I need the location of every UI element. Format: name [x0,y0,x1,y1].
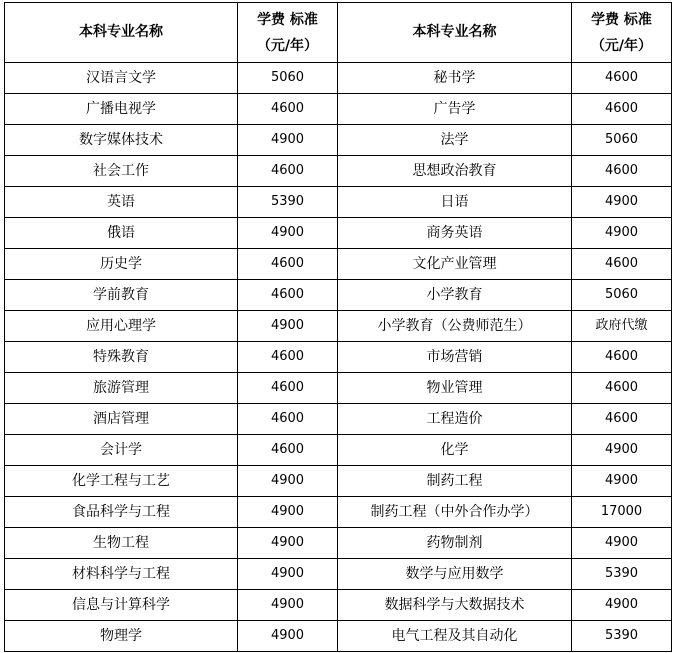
left-fee-cell: 4900 [238,311,338,342]
left-fee-cell: 4600 [238,404,338,435]
left-fee-cell: 4600 [238,94,338,125]
table-row [5,125,672,156]
left-major-cell: 信息与计算科学 [5,590,238,621]
left-major-cell: 俄语 [5,218,238,249]
left-fee-cell: 4900 [238,218,338,249]
right-major-cell: 广告学 [338,94,572,125]
left-major-cell: 应用心理学 [5,311,238,342]
left-fee-cell: 4900 [238,125,338,156]
right-fee-cell: 4600 [572,156,672,187]
right-fee-cell: 17000 [572,497,672,528]
left-fee-cell: 4900 [238,528,338,559]
table-row [5,94,672,125]
right-fee-cell: 4900 [572,590,672,621]
left-fee-cell: 4900 [238,590,338,621]
left-major-cell: 化学工程与工艺 [5,466,238,497]
left-fee-cell: 4600 [238,342,338,373]
left-fee-cell: 4600 [238,435,338,466]
right-fee-cell: 政府代缴 [572,311,672,342]
right-major-cell: 数据科学与大数据技术 [338,590,572,621]
right-fee-cell: 4900 [572,528,672,559]
right-major-cell: 数学与应用数学 [338,559,572,590]
header-fee-left [238,3,338,63]
left-major-cell: 历史学 [5,249,238,280]
right-major-cell: 日语 [338,187,572,218]
right-fee-cell: 4900 [572,218,672,249]
left-major-cell: 数字媒体技术 [5,125,238,156]
left-major-cell: 广播电视学 [5,94,238,125]
header-fee-right-line1: 学费 标准 [591,11,652,28]
header-fee-left-line2: （元/年） [256,37,319,54]
right-major-cell: 制药工程（中外合作办学） [338,497,572,528]
left-major-cell: 汉语言文学 [5,63,238,94]
header-fee-right-line2: （元/年） [590,37,653,54]
header-fee-right [572,3,672,63]
right-major-cell: 小学教育 [338,280,572,311]
table-row [5,63,672,94]
table-row [5,218,672,249]
right-fee-cell: 4900 [572,466,672,497]
header-major-right: 本科专业名称 [338,3,572,63]
right-major-cell: 法学 [338,125,572,156]
left-major-cell: 特殊教育 [5,342,238,373]
right-major-cell: 物业管理 [338,373,572,404]
left-major-cell: 社会工作 [5,156,238,187]
table-row [5,280,672,311]
right-fee-cell: 4600 [572,249,672,280]
table-row [5,187,672,218]
right-major-cell: 商务英语 [338,218,572,249]
left-fee-cell: 5390 [238,187,338,218]
right-fee-cell: 4600 [572,342,672,373]
left-major-cell: 会计学 [5,435,238,466]
table-row [5,466,672,497]
table-row [5,528,672,559]
right-major-cell: 制药工程 [338,466,572,497]
right-fee-cell: 4900 [572,187,672,218]
right-fee-cell: 4600 [572,373,672,404]
right-fee-cell: 4600 [572,63,672,94]
left-fee-cell: 4900 [238,497,338,528]
table-row [5,559,672,590]
left-fee-cell: 4900 [238,466,338,497]
right-major-cell: 小学教育（公费师范生） [338,311,572,342]
table-header-row [5,3,672,63]
table-row [5,342,672,373]
right-major-cell: 工程造价 [338,404,572,435]
right-major-cell: 秘书学 [338,63,572,94]
right-major-cell: 电气工程及其自动化 [338,621,572,652]
table-row [5,311,672,342]
right-fee-cell: 4600 [572,404,672,435]
left-fee-cell: 4600 [238,280,338,311]
tuition-table [4,2,672,652]
left-fee-cell: 4900 [238,621,338,652]
left-major-cell: 材料科学与工程 [5,559,238,590]
right-fee-cell: 5060 [572,125,672,156]
left-fee-cell: 5060 [238,63,338,94]
table-row [5,497,672,528]
left-major-cell: 学前教育 [5,280,238,311]
right-major-cell: 思想政治教育 [338,156,572,187]
left-fee-cell: 4600 [238,249,338,280]
left-major-cell: 物理学 [5,621,238,652]
left-major-cell: 英语 [5,187,238,218]
header-fee-left-line1: 学费 标准 [257,11,318,28]
left-major-cell: 生物工程 [5,528,238,559]
right-major-cell: 文化产业管理 [338,249,572,280]
table-row [5,249,672,280]
left-fee-cell: 4600 [238,373,338,404]
table-row [5,156,672,187]
table-row [5,435,672,466]
right-fee-cell: 4900 [572,435,672,466]
right-fee-cell: 5390 [572,559,672,590]
left-fee-cell: 4600 [238,156,338,187]
right-fee-cell: 5060 [572,280,672,311]
right-fee-cell: 4600 [572,94,672,125]
table-row [5,404,672,435]
table-row [5,373,672,404]
left-major-cell: 旅游管理 [5,373,238,404]
header-major-left: 本科专业名称 [5,3,238,63]
right-major-cell: 化学 [338,435,572,466]
right-major-cell: 市场营销 [338,342,572,373]
left-major-cell: 食品科学与工程 [5,497,238,528]
left-major-cell: 酒店管理 [5,404,238,435]
left-fee-cell: 4900 [238,559,338,590]
right-major-cell: 药物制剂 [338,528,572,559]
table-row [5,590,672,621]
table-row [5,621,672,652]
table-body [5,63,672,652]
right-fee-cell: 5390 [572,621,672,652]
